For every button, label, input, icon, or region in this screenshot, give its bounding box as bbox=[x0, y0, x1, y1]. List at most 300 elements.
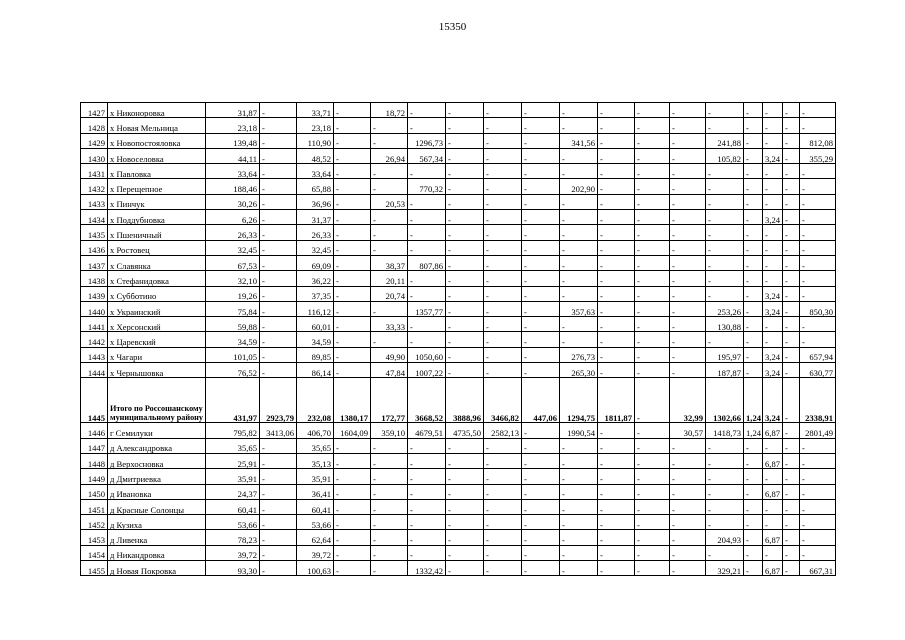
value-cell: - bbox=[408, 515, 446, 530]
value-cell: 34,59 bbox=[297, 332, 334, 347]
value-cell: 1294,75 bbox=[560, 378, 598, 423]
table-row bbox=[81, 194, 836, 209]
value-cell: - bbox=[783, 484, 800, 499]
value-cell: - bbox=[446, 133, 484, 148]
value-cell: - bbox=[598, 423, 635, 438]
row-number: 1449 bbox=[81, 469, 108, 484]
value-cell: - bbox=[783, 363, 800, 378]
value-cell: 1050,60 bbox=[408, 347, 446, 362]
value-cell: 1990,54 bbox=[560, 423, 598, 438]
value-cell: - bbox=[800, 530, 836, 545]
settlement-name: х Перещепное bbox=[108, 179, 206, 194]
value-cell: 24,37 bbox=[206, 484, 260, 499]
row-number: 1440 bbox=[81, 301, 108, 316]
row-number: 1451 bbox=[81, 499, 108, 514]
value-cell: 1604,09 bbox=[334, 423, 371, 438]
value-cell: - bbox=[522, 148, 560, 163]
value-cell: - bbox=[260, 347, 297, 362]
value-cell: 20,11 bbox=[371, 271, 408, 286]
table-row bbox=[81, 499, 836, 514]
value-cell: - bbox=[484, 332, 522, 347]
row-number: 1443 bbox=[81, 347, 108, 362]
value-cell: 36,22 bbox=[297, 271, 334, 286]
value-cell: - bbox=[334, 453, 371, 468]
value-cell: - bbox=[783, 286, 800, 301]
value-cell: - bbox=[763, 133, 783, 148]
value-cell: 33,64 bbox=[297, 164, 334, 179]
table-row bbox=[81, 317, 836, 332]
table-row bbox=[81, 118, 836, 133]
value-cell: - bbox=[800, 484, 836, 499]
value-cell: - bbox=[783, 545, 800, 560]
value-cell: 4679,51 bbox=[408, 423, 446, 438]
value-cell: - bbox=[408, 271, 446, 286]
value-cell: 23,18 bbox=[206, 118, 260, 133]
row-number: 1432 bbox=[81, 179, 108, 194]
settlement-name: д Дмитриевка bbox=[108, 469, 206, 484]
value-cell: - bbox=[670, 148, 706, 163]
value-cell: - bbox=[446, 103, 484, 118]
value-cell: - bbox=[783, 118, 800, 133]
settlement-name: х Новоселовка bbox=[108, 148, 206, 163]
value-cell: - bbox=[522, 286, 560, 301]
value-cell: 32,45 bbox=[297, 240, 334, 255]
value-cell: 202,90 bbox=[560, 179, 598, 194]
value-cell: 23,18 bbox=[297, 118, 334, 133]
table-row bbox=[81, 225, 836, 240]
value-cell: - bbox=[783, 438, 800, 453]
value-cell: 130,88 bbox=[706, 317, 744, 332]
value-cell: - bbox=[635, 317, 670, 332]
value-cell: - bbox=[522, 210, 560, 225]
value-cell: - bbox=[763, 317, 783, 332]
value-cell: 447,06 bbox=[522, 378, 560, 423]
value-cell: - bbox=[334, 148, 371, 163]
value-cell: - bbox=[371, 133, 408, 148]
value-cell: - bbox=[598, 179, 635, 194]
value-cell: 6,87 bbox=[763, 561, 783, 576]
value-cell: - bbox=[446, 363, 484, 378]
row-number: 1429 bbox=[81, 133, 108, 148]
value-cell: - bbox=[706, 194, 744, 209]
value-cell: - bbox=[635, 225, 670, 240]
value-cell: 89,85 bbox=[297, 347, 334, 362]
value-cell: - bbox=[635, 347, 670, 362]
value-cell: - bbox=[484, 545, 522, 560]
value-cell: - bbox=[706, 255, 744, 270]
table-row bbox=[81, 271, 836, 286]
value-cell: - bbox=[522, 363, 560, 378]
value-cell: - bbox=[598, 332, 635, 347]
table-row bbox=[81, 423, 836, 438]
value-cell: - bbox=[260, 194, 297, 209]
value-cell: 32,45 bbox=[206, 240, 260, 255]
value-cell: - bbox=[560, 194, 598, 209]
value-cell: - bbox=[371, 453, 408, 468]
value-cell: - bbox=[635, 469, 670, 484]
value-cell: - bbox=[446, 515, 484, 530]
value-cell: 188,46 bbox=[206, 179, 260, 194]
value-cell: - bbox=[446, 438, 484, 453]
value-cell: 812,08 bbox=[800, 133, 836, 148]
value-cell: - bbox=[560, 271, 598, 286]
value-cell: - bbox=[484, 301, 522, 316]
value-cell: 18,72 bbox=[371, 103, 408, 118]
value-cell: 93,30 bbox=[206, 561, 260, 576]
value-cell: - bbox=[598, 317, 635, 332]
value-cell: - bbox=[783, 530, 800, 545]
value-cell: 657,94 bbox=[800, 347, 836, 362]
value-cell: - bbox=[744, 225, 763, 240]
value-cell: - bbox=[706, 469, 744, 484]
value-cell: - bbox=[371, 118, 408, 133]
value-cell: 110,90 bbox=[297, 133, 334, 148]
value-cell: 60,41 bbox=[206, 499, 260, 514]
value-cell: - bbox=[408, 317, 446, 332]
value-cell: - bbox=[522, 133, 560, 148]
value-cell: 6,26 bbox=[206, 210, 260, 225]
value-cell: - bbox=[744, 301, 763, 316]
value-cell: - bbox=[334, 118, 371, 133]
value-cell: - bbox=[783, 347, 800, 362]
value-cell: - bbox=[446, 225, 484, 240]
value-cell: - bbox=[560, 545, 598, 560]
value-cell: - bbox=[800, 499, 836, 514]
value-cell: 1,24 bbox=[744, 378, 763, 423]
value-cell: - bbox=[334, 545, 371, 560]
value-cell: - bbox=[408, 164, 446, 179]
value-cell: - bbox=[744, 317, 763, 332]
value-cell: 204,93 bbox=[706, 530, 744, 545]
settlement-name: х Новая Мельница bbox=[108, 118, 206, 133]
value-cell: - bbox=[408, 438, 446, 453]
value-cell: - bbox=[670, 469, 706, 484]
value-cell: 30,57 bbox=[670, 423, 706, 438]
value-cell: - bbox=[598, 469, 635, 484]
value-cell: - bbox=[783, 225, 800, 240]
value-cell: - bbox=[260, 561, 297, 576]
value-cell: - bbox=[783, 194, 800, 209]
value-cell: - bbox=[800, 469, 836, 484]
value-cell: - bbox=[560, 225, 598, 240]
value-cell: - bbox=[334, 271, 371, 286]
value-cell: 431,97 bbox=[206, 378, 260, 423]
value-cell: - bbox=[744, 469, 763, 484]
value-cell: - bbox=[744, 347, 763, 362]
value-cell: - bbox=[260, 210, 297, 225]
value-cell: 2338,91 bbox=[800, 378, 836, 423]
value-cell: - bbox=[522, 530, 560, 545]
settlement-name: д Ливенка bbox=[108, 530, 206, 545]
value-cell: 26,94 bbox=[371, 148, 408, 163]
value-cell: - bbox=[744, 530, 763, 545]
value-cell: 3,24 bbox=[763, 378, 783, 423]
value-cell: - bbox=[744, 179, 763, 194]
value-cell: - bbox=[744, 286, 763, 301]
settlement-name: х Павловка bbox=[108, 164, 206, 179]
settlement-name: х Пинчук bbox=[108, 194, 206, 209]
value-cell: - bbox=[334, 561, 371, 576]
value-cell: 44,11 bbox=[206, 148, 260, 163]
value-cell: - bbox=[560, 255, 598, 270]
row-number: 1434 bbox=[81, 210, 108, 225]
value-cell: - bbox=[522, 179, 560, 194]
table-row bbox=[81, 469, 836, 484]
value-cell: - bbox=[560, 484, 598, 499]
value-cell: 53,66 bbox=[297, 515, 334, 530]
row-number: 1454 bbox=[81, 545, 108, 560]
value-cell: - bbox=[408, 225, 446, 240]
value-cell: - bbox=[560, 286, 598, 301]
settlement-name: х Херсонский bbox=[108, 317, 206, 332]
value-cell: 34,59 bbox=[206, 332, 260, 347]
value-cell: - bbox=[744, 210, 763, 225]
value-cell: - bbox=[371, 469, 408, 484]
value-cell: 35,65 bbox=[206, 438, 260, 453]
value-cell: - bbox=[635, 179, 670, 194]
value-cell: - bbox=[800, 194, 836, 209]
table-row bbox=[81, 301, 836, 316]
value-cell: - bbox=[371, 499, 408, 514]
value-cell: - bbox=[484, 484, 522, 499]
value-cell: - bbox=[334, 255, 371, 270]
value-cell: - bbox=[371, 484, 408, 499]
value-cell: 31,87 bbox=[206, 103, 260, 118]
value-cell: 850,30 bbox=[800, 301, 836, 316]
value-cell: - bbox=[635, 378, 670, 423]
value-cell: - bbox=[446, 194, 484, 209]
value-cell: - bbox=[763, 118, 783, 133]
value-cell: - bbox=[334, 179, 371, 194]
value-cell: 35,91 bbox=[297, 469, 334, 484]
value-cell: 62,64 bbox=[297, 530, 334, 545]
value-cell: - bbox=[744, 164, 763, 179]
value-cell: - bbox=[598, 210, 635, 225]
value-cell: - bbox=[800, 164, 836, 179]
value-cell: 1357,77 bbox=[408, 301, 446, 316]
settlement-name: х Новопостояловка bbox=[108, 133, 206, 148]
value-cell: 19,26 bbox=[206, 286, 260, 301]
table-row bbox=[81, 164, 836, 179]
settlement-name: г Семилуки bbox=[108, 423, 206, 438]
value-cell: 6,87 bbox=[763, 423, 783, 438]
value-cell: - bbox=[706, 210, 744, 225]
value-cell: - bbox=[446, 530, 484, 545]
value-cell: - bbox=[484, 164, 522, 179]
value-cell: 101,05 bbox=[206, 347, 260, 362]
value-cell: 3413,06 bbox=[260, 423, 297, 438]
value-cell: - bbox=[260, 438, 297, 453]
value-cell: - bbox=[484, 317, 522, 332]
value-cell: - bbox=[522, 545, 560, 560]
value-cell: 48,52 bbox=[297, 148, 334, 163]
value-cell: - bbox=[522, 240, 560, 255]
value-cell: - bbox=[635, 545, 670, 560]
value-cell: 59,88 bbox=[206, 317, 260, 332]
settlement-name: д Красные Солонцы bbox=[108, 499, 206, 514]
value-cell: - bbox=[260, 453, 297, 468]
value-cell: 6,87 bbox=[763, 453, 783, 468]
value-cell: - bbox=[522, 423, 560, 438]
row-number: 1442 bbox=[81, 332, 108, 347]
value-cell: 35,91 bbox=[206, 469, 260, 484]
value-cell: 4735,50 bbox=[446, 423, 484, 438]
value-cell: - bbox=[744, 103, 763, 118]
value-cell: - bbox=[670, 347, 706, 362]
value-cell: - bbox=[260, 363, 297, 378]
value-cell: - bbox=[408, 118, 446, 133]
value-cell: - bbox=[763, 438, 783, 453]
value-cell: - bbox=[706, 179, 744, 194]
value-cell: - bbox=[408, 103, 446, 118]
table-body bbox=[81, 103, 836, 576]
table-row bbox=[81, 515, 836, 530]
value-cell: 35,65 bbox=[297, 438, 334, 453]
value-cell: - bbox=[744, 545, 763, 560]
value-cell: - bbox=[783, 255, 800, 270]
value-cell: - bbox=[598, 194, 635, 209]
value-cell: - bbox=[371, 545, 408, 560]
value-cell: - bbox=[260, 271, 297, 286]
value-cell: - bbox=[800, 545, 836, 560]
value-cell: - bbox=[522, 484, 560, 499]
table-row bbox=[81, 148, 836, 163]
value-cell: - bbox=[408, 530, 446, 545]
value-cell: - bbox=[334, 347, 371, 362]
table-row bbox=[81, 286, 836, 301]
value-cell: - bbox=[560, 103, 598, 118]
settlement-name: д Александровка bbox=[108, 438, 206, 453]
table-row bbox=[81, 438, 836, 453]
settlement-name: д Ивановка bbox=[108, 484, 206, 499]
value-cell: - bbox=[522, 317, 560, 332]
value-cell: - bbox=[334, 469, 371, 484]
value-cell: 2923,79 bbox=[260, 378, 297, 423]
settlement-name: х Пшеничный bbox=[108, 225, 206, 240]
value-cell: - bbox=[484, 271, 522, 286]
value-cell: - bbox=[635, 255, 670, 270]
value-cell: - bbox=[744, 438, 763, 453]
value-cell: - bbox=[260, 484, 297, 499]
table-row bbox=[81, 179, 836, 194]
value-cell: - bbox=[763, 515, 783, 530]
value-cell: 60,41 bbox=[297, 499, 334, 514]
value-cell: - bbox=[522, 453, 560, 468]
row-number: 1427 bbox=[81, 103, 108, 118]
value-cell: - bbox=[744, 484, 763, 499]
value-cell: - bbox=[560, 561, 598, 576]
value-cell: - bbox=[670, 225, 706, 240]
value-cell: 78,23 bbox=[206, 530, 260, 545]
value-cell: - bbox=[763, 164, 783, 179]
value-cell: 1811,87 bbox=[598, 378, 635, 423]
value-cell: 770,32 bbox=[408, 179, 446, 194]
table-row bbox=[81, 561, 836, 576]
value-cell: - bbox=[334, 286, 371, 301]
value-cell: - bbox=[635, 118, 670, 133]
value-cell: - bbox=[484, 347, 522, 362]
value-cell: - bbox=[484, 103, 522, 118]
value-cell: - bbox=[783, 499, 800, 514]
value-cell: - bbox=[635, 423, 670, 438]
value-cell: - bbox=[408, 545, 446, 560]
value-cell: - bbox=[783, 103, 800, 118]
row-number: 1428 bbox=[81, 118, 108, 133]
value-cell: - bbox=[783, 301, 800, 316]
value-cell: - bbox=[763, 271, 783, 286]
value-cell: 241,88 bbox=[706, 133, 744, 148]
value-cell: - bbox=[783, 210, 800, 225]
value-cell: - bbox=[744, 515, 763, 530]
value-cell: - bbox=[334, 240, 371, 255]
value-cell: - bbox=[670, 484, 706, 499]
value-cell: - bbox=[670, 118, 706, 133]
value-cell: - bbox=[408, 210, 446, 225]
value-cell: - bbox=[522, 301, 560, 316]
value-cell: - bbox=[744, 118, 763, 133]
value-cell: - bbox=[800, 103, 836, 118]
value-cell: - bbox=[522, 225, 560, 240]
value-cell: - bbox=[522, 118, 560, 133]
value-cell: - bbox=[408, 194, 446, 209]
value-cell: - bbox=[670, 133, 706, 148]
value-cell: 31,37 bbox=[297, 210, 334, 225]
value-cell: - bbox=[598, 271, 635, 286]
value-cell: - bbox=[446, 118, 484, 133]
value-cell: 630,77 bbox=[800, 363, 836, 378]
value-cell: - bbox=[598, 530, 635, 545]
value-cell: - bbox=[260, 103, 297, 118]
value-cell: - bbox=[446, 255, 484, 270]
value-cell: 357,63 bbox=[560, 301, 598, 316]
settlement-name: х Украинский bbox=[108, 301, 206, 316]
value-cell: 807,86 bbox=[408, 255, 446, 270]
value-cell: - bbox=[706, 453, 744, 468]
value-cell: - bbox=[446, 545, 484, 560]
value-cell: - bbox=[446, 561, 484, 576]
value-cell: 341,56 bbox=[560, 133, 598, 148]
value-cell: 3,24 bbox=[763, 363, 783, 378]
value-cell: - bbox=[260, 164, 297, 179]
row-number: 1437 bbox=[81, 255, 108, 270]
value-cell: - bbox=[522, 515, 560, 530]
value-cell: - bbox=[560, 469, 598, 484]
value-cell: - bbox=[598, 363, 635, 378]
value-cell: - bbox=[783, 561, 800, 576]
row-number: 1444 bbox=[81, 363, 108, 378]
value-cell: - bbox=[560, 530, 598, 545]
value-cell: - bbox=[598, 148, 635, 163]
value-cell: - bbox=[334, 194, 371, 209]
value-cell: - bbox=[706, 484, 744, 499]
value-cell: - bbox=[635, 103, 670, 118]
value-cell: - bbox=[670, 530, 706, 545]
row-number: 1431 bbox=[81, 164, 108, 179]
value-cell: - bbox=[706, 118, 744, 133]
value-cell: - bbox=[522, 164, 560, 179]
value-cell: - bbox=[598, 561, 635, 576]
value-cell: - bbox=[334, 103, 371, 118]
value-cell: - bbox=[744, 363, 763, 378]
value-cell: - bbox=[334, 332, 371, 347]
value-cell: 116,12 bbox=[297, 301, 334, 316]
value-cell: - bbox=[371, 225, 408, 240]
value-cell: - bbox=[783, 133, 800, 148]
value-cell: - bbox=[670, 332, 706, 347]
value-cell: - bbox=[484, 499, 522, 514]
table-total-row bbox=[81, 378, 836, 423]
settlement-name: х Чагари bbox=[108, 347, 206, 362]
